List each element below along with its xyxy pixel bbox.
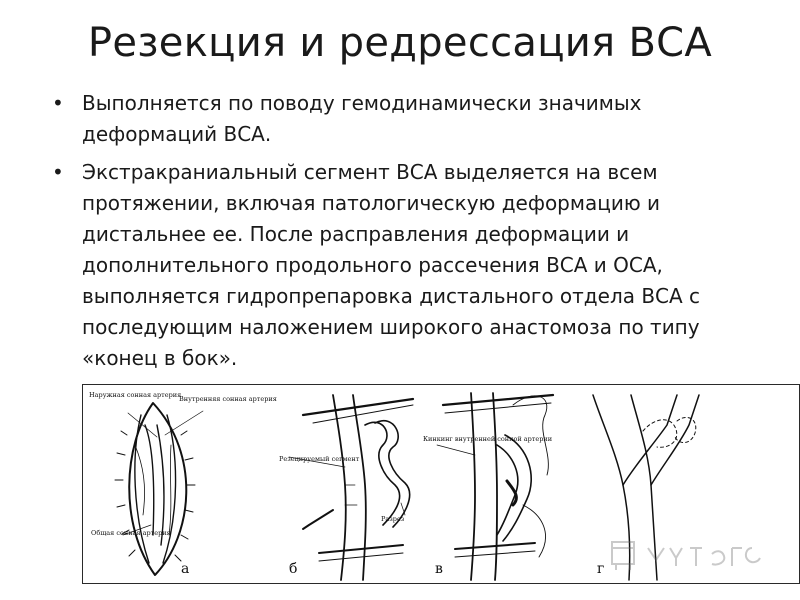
panel-v-drawing: [437, 393, 553, 580]
panel-label-g: г: [597, 561, 605, 577]
bullet-dot-icon: •: [52, 160, 64, 184]
note-kinking: Кинкинг внутренней сонной артерии: [423, 435, 553, 443]
note-common-carotid: Общая сонная артерия: [91, 529, 171, 537]
panel-a-drawing: [115, 403, 203, 575]
panel-b-drawing: [289, 395, 413, 580]
presentation-watermark-icon: [608, 536, 768, 572]
panel-label-a: а: [181, 561, 190, 577]
note-incision: Разрез: [381, 515, 405, 523]
bullet-dot-icon: •: [52, 91, 64, 115]
note-external-carotid: Наружная сонная артерия: [89, 391, 182, 399]
page-title: Резекция и редрессация ВСА: [87, 20, 713, 66]
panel-label-v: в: [435, 561, 443, 577]
panel-label-b: б: [289, 561, 298, 577]
note-internal-carotid: Внутренняя сонная артерия: [179, 395, 277, 403]
bullet-list: [48, 88, 768, 381]
bullet-item-2: [48, 157, 768, 374]
bullet-text-1: Выполняется по поводу гемодинамически значимых деформаций ВСА.: [82, 91, 642, 146]
bullet-item-1: [48, 88, 768, 150]
note-resected-segment: Резецируемый сегмент: [279, 455, 360, 463]
bullet-text-2: Экстракраниальный сегмент ВСА выделяется на всем протяжении, включая патологическую деформацию и дистальнее ее. После расправления деформации и дополнительного продольного рассечения ВСА и ОСА, выполняется гидропрепаровка дистального отдела ВСА с последующим наложением широкого анастомоза по типу «конец в бок».: [82, 160, 701, 370]
